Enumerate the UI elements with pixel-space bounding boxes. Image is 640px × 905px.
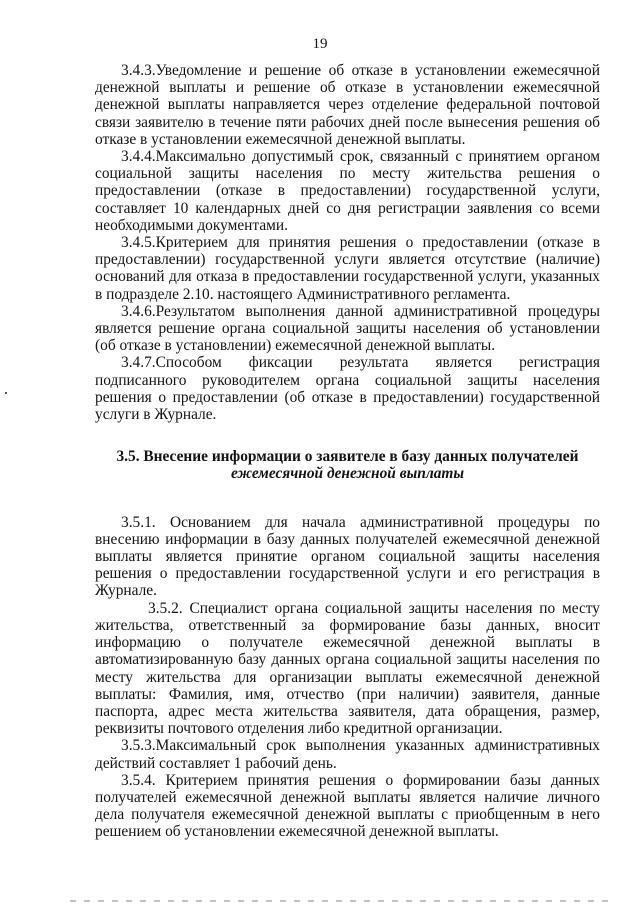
- section-heading-line-2: ежемесячной денежной выплаты: [230, 465, 465, 483]
- document-body: [95, 62, 600, 841]
- paragraph-3-5-2: 3.5.2. Специалист органа социальной защиты населения по месту жительства, ответственный за формирование базы данных, вносит информацию о получателе ежемесячной денежной выплаты в автоматизированную базу данных органа социальной защиты населения по месту жительства для организации выплаты ежемесячной денежной выплаты: Фамилия, имя, отчество (при наличии) заявителя, данные паспорта, адрес места жительства заявителя, дата обращения, размер, реквизиты почтового отделения либо кредитной организации.: [95, 599, 600, 738]
- paragraph-3-5-3: 3.5.3.Максимальный срок выполнения указанных административных действий составляет 1 рабочий день.: [95, 737, 600, 772]
- scan-bottom-edge: [70, 900, 610, 902]
- paragraph-3-5-4: 3.5.4. Критерием принятия решения о формировании базы данных получателей ежемесячной денежной выплаты является наличие личного дела получателя ежемесячной денежной выплаты с приобщенным в него решением об установлении ежемесячной денежной выплаты.: [95, 771, 600, 841]
- paragraph-3-4-7: 3.4.7.Способом фиксации результата является регистрация подписанного руководителем органа социальной защиты населения решения о предоставлении (об отказе в предоставлении) государственной услуги в Журнале.: [95, 354, 600, 424]
- paragraph-3-4-6: 3.4.6.Результатом выполнения данной административной процедуры является решение органа социальной защиты населения об установлении (об отказе в установлении) ежемесячной денежной выплаты.: [95, 302, 600, 355]
- paragraph-3-4-4: 3.4.4.Максимально допустимый срок, связанный с принятием органом социальной защиты населения по месту жительства решения о предоставлении (отказе в предоставлении) государственной услуги, составляет 10 календарных дней со дня регистрации заявления со всеми необходимыми документами.: [95, 148, 600, 234]
- paragraph-3-4-3: 3.4.3.Уведомление и решение об отказе в установлении ежемесячной денежной выплаты и решение об отказе в установлении ежемесячной денежной выплаты направляется через отделение федеральной почтовой связи заявителю в течение пяти рабочих дней после вынесения решения об отказе в установлении ежемесячной денежной выплаты.: [95, 62, 600, 148]
- paragraph-3-4-5: 3.4.5.Критерием для принятия решения о предоставлении (отказе в предоставлении) государственной услуги является отсутствие (наличие) оснований для отказа в предоставлении государственной услуги, указанных в подразделе 2.10. настоящего Административного регламента.: [95, 234, 600, 303]
- section-heading-3-5: [95, 448, 600, 482]
- page-number: 19: [312, 36, 328, 52]
- paragraph-3-5-1: 3.5.1. Основанием для начала административной процедуры по внесению информации в базу данных получателей ежемесячной денежной выплаты является принятие органом социальной защиты населения решения о предоставлении государственной услуги и его регистрация в Журнале.: [95, 513, 600, 600]
- section-heading-line-1: 3.5. Внесение информации о заявителе в базу данных получателей: [116, 448, 579, 466]
- scan-speck: [5, 392, 7, 394]
